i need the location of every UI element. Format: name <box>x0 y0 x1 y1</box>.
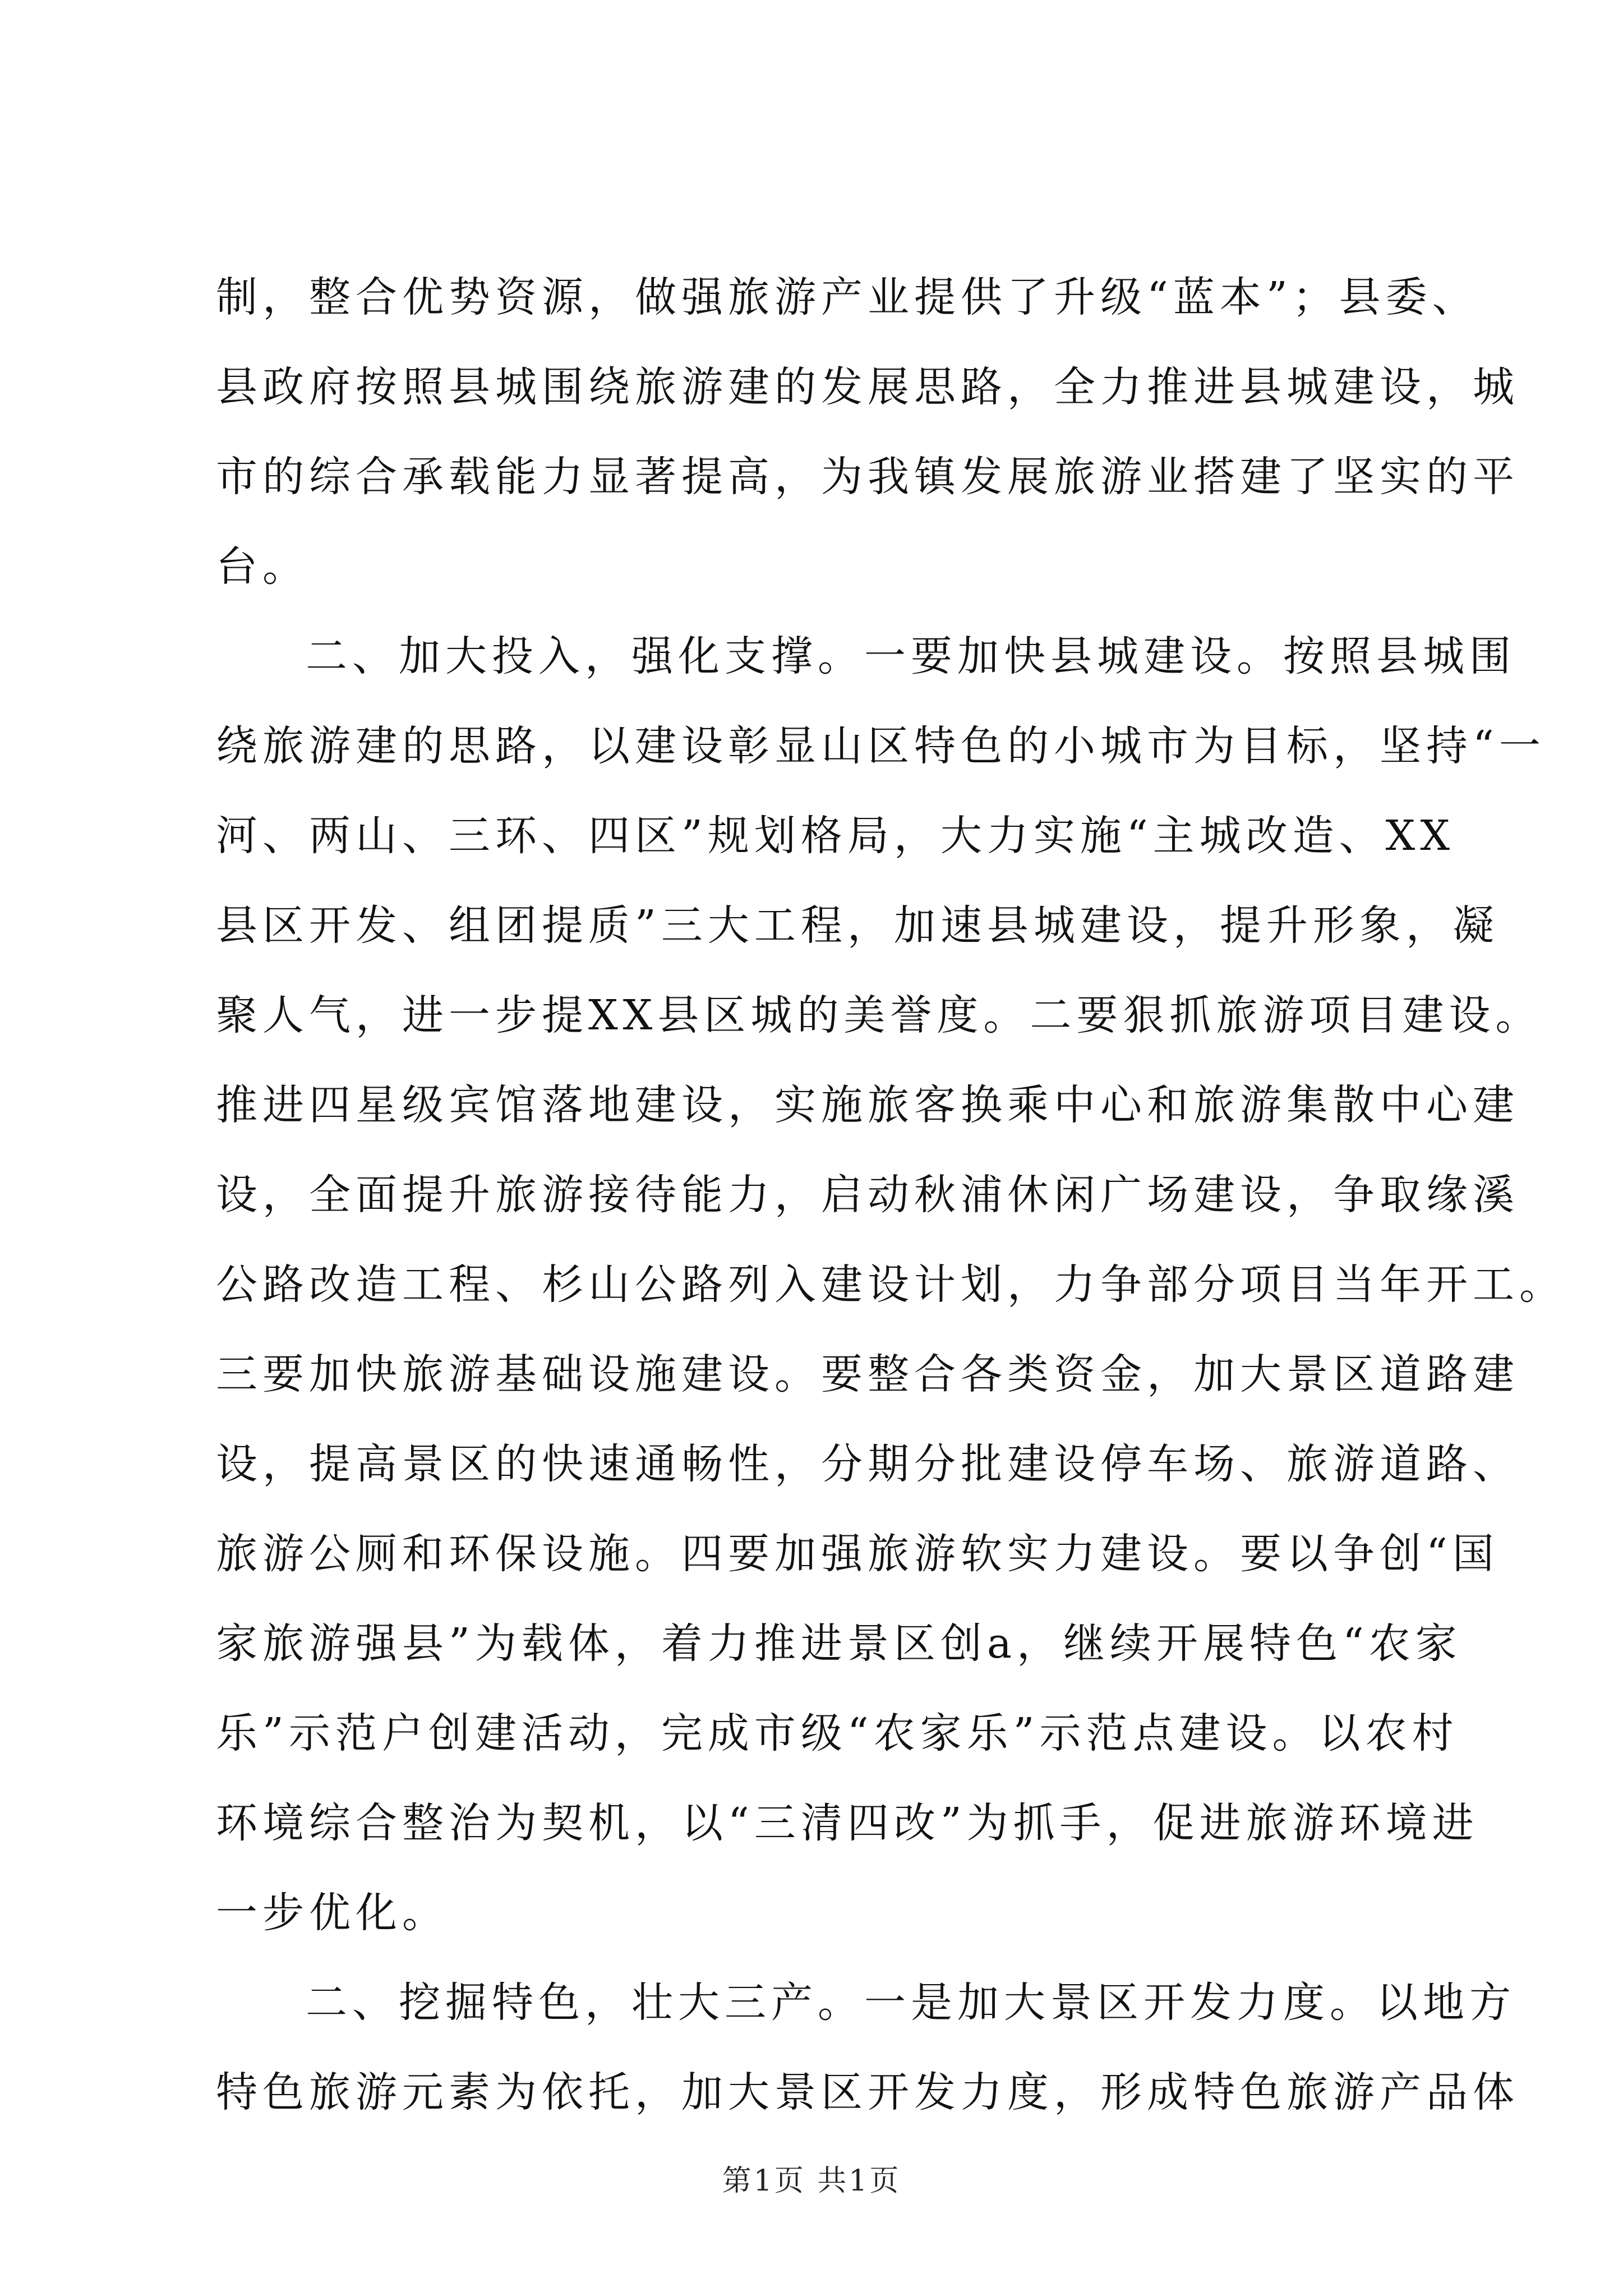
paragraph-first-line: 二、加大投入，强化支撑。一要加快县城建设。按照县城围 <box>306 632 1516 680</box>
text-line: 河、两山、三环、四区”规划格局，大力实施“主城改造、XX <box>216 812 1455 860</box>
text-line: 市的综合承载能力显著提高，为我镇发展旅游业搭建了坚实的平 <box>216 453 1519 501</box>
text-line: 县区开发、组团提质”三大工程，加速县城建设，提升形象，凝 <box>216 901 1499 950</box>
text-line: 一步优化。 <box>216 1889 449 1937</box>
text-line: 环境综合整治为契机，以“三清四改”为抓手，促进旅游环境进 <box>216 1799 1479 1847</box>
text-line: 县政府按照县城围绕旅游建的发展思路，全力推进县城建设，城 <box>216 363 1519 411</box>
text-line: 家旅游强县”为载体，着力推进景区创a，继续开展特色“农家 <box>216 1619 1462 1668</box>
text-line: 旅游公厕和环保设施。四要加强旅游软实力建设。要以争创“国 <box>216 1530 1499 1578</box>
text-line: 乐”示范户创建活动，完成市级“农家乐”示范点建设。以农村 <box>216 1709 1459 1757</box>
text-line: 聚人气，进一步提XX县区城的美誉度。二要狠抓旅游项目建设。 <box>216 991 1542 1039</box>
text-line: 推进四星级宾馆落地建设，实施旅客换乘中心和旅游集散中心建 <box>216 1081 1519 1129</box>
page-footer <box>0 2157 1623 2199</box>
text-line: 公路改造工程、杉山公路列入建设计划，力争部分项目当年开工。 <box>216 1260 1566 1309</box>
text-line: 设，全面提升旅游接待能力，启动秋浦休闲广场建设，争取缘溪 <box>216 1171 1519 1219</box>
text-line: 绕旅游建的思路，以建设彰显山区特色的小城市为目标，坚持“一 <box>216 722 1546 770</box>
paragraph-first-line: 二、挖掘特色，壮大三产。一是加大景区开发力度。以地方 <box>306 1978 1516 2027</box>
text-line: 设，提高景区的快速通畅性，分期分批建设停车场、旅游道路、 <box>216 1440 1519 1488</box>
text-line: 三要加快旅游基础设施建设。要整合各类资金，加大景区道路建 <box>216 1350 1519 1398</box>
body-text <box>216 252 1566 2137</box>
text-line: 台。 <box>216 542 309 591</box>
text-line: 特色旅游元素为依托，加大景区开发力度，形成特色旅游产品体 <box>216 2068 1519 2116</box>
page-number-label: 第1页 共1页 <box>722 2164 901 2198</box>
text-line: 制，整合优势资源，做强旅游产业提供了升级“蓝本”；县委、 <box>216 273 1479 321</box>
